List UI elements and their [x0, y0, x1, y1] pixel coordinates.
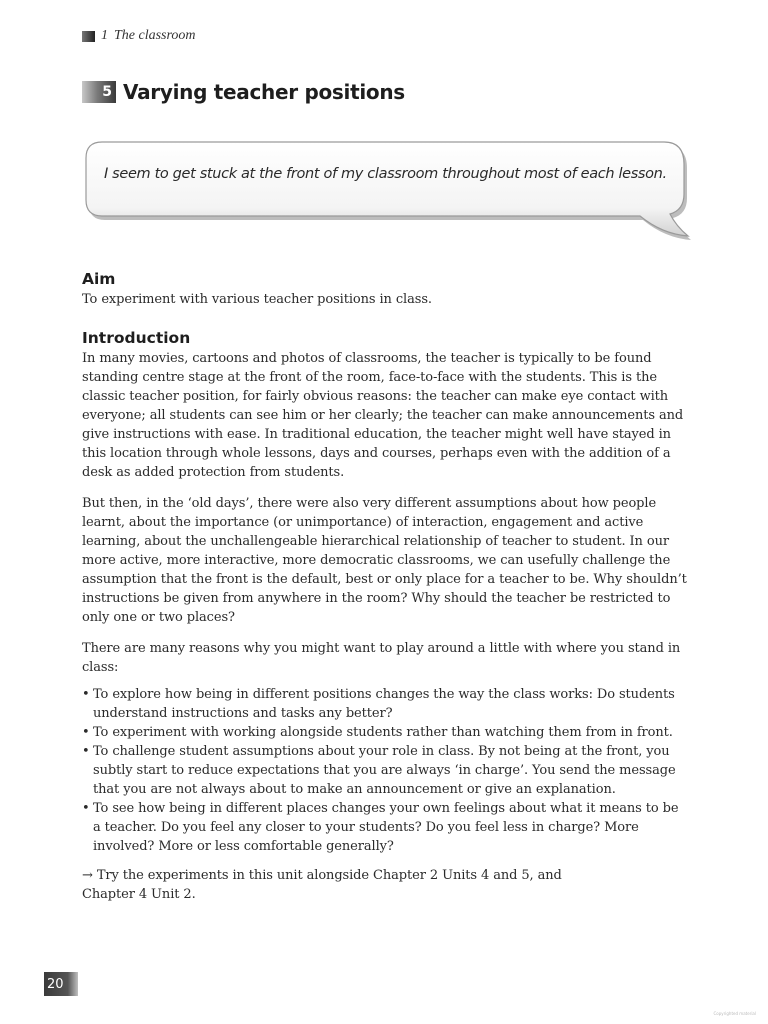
cross-reference: → Try the experiments in this unit alongside Chapter 2 Units 4 and 5, and Chapter 4 Unit 2. — [82, 868, 562, 902]
quote-text: I seem to get stuck at the front of my classroom throughout most of each lesson. — [104, 166, 667, 182]
list-item: • To see how being in different places changes your own feelings about what it means to be a teacher. Do you feel any closer to your students? Do you feel less in charge? More involved? More or less comfortable generally? — [82, 799, 688, 856]
aim-heading: Aim — [82, 270, 116, 288]
running-head — [82, 28, 196, 44]
reasons-list — [82, 685, 688, 856]
introduction-heading: Introduction — [82, 329, 191, 347]
copyright-note: Copyrighted material — [713, 1011, 756, 1016]
list-item: • To explore how being in different positions changes the way the class works: Do students understand instructions and tasks any better? — [82, 685, 688, 723]
list-item: • To challenge student assumptions about your role in class. By not being at the front, you subtly start to reduce expectations that you are always ‘in charge’. You send the message that you are not always about to make an announcement or give an explanation. — [82, 742, 688, 799]
speech-bubble — [80, 136, 692, 242]
chapter-title: The classroom — [114, 28, 196, 43]
speech-bubble-shape — [80, 136, 692, 242]
page-number: 20 — [44, 972, 78, 996]
aim-text: To experiment with various teacher positions in class. — [82, 292, 432, 307]
unit-number-badge: 5 — [82, 81, 116, 103]
list-item: • To experiment with working alongside students rather than watching them from in front. — [82, 723, 688, 742]
introduction-paragraph: In many movies, cartoons and photos of classrooms, the teacher is typically to be found standing centre stage at the front of the room, face-to-face with the students. This is the classic teacher position, for fairly obvious reasons: the teacher can make eye contact with everyone; all students can see him or her clearly; the teacher can make announcements and give instructions with ease. In traditional education, the teacher might well have stayed in this location through whole lessons, days and courses, perhaps even with the addition of a desk as added protection from students. — [82, 351, 684, 480]
introduction-paragraph: But then, in the ‘old days’, there were also very different assumptions about how people learnt, about the importance (or unimportance) of interaction, engagement and active learning, about the unchallengeable hierarchical relationship of teacher to student. In our more active, more interactive, more democratic classrooms, we can usefully challenge the assumption that the front is the default, best or only place for a teacher to be. Why shouldn’t instructions be given from anywhere in the room? Why should the teacher be restricted to only one or two places? — [82, 496, 687, 625]
unit-title — [82, 80, 405, 104]
chapter-number: 1 — [101, 28, 108, 43]
main-content — [82, 268, 688, 904]
chapter-marker-icon — [82, 31, 95, 42]
unit-heading: Varying teacher positions — [123, 80, 405, 104]
introduction-paragraph: There are many reasons why you might want to play around a little with where you stand in class: — [82, 641, 681, 675]
